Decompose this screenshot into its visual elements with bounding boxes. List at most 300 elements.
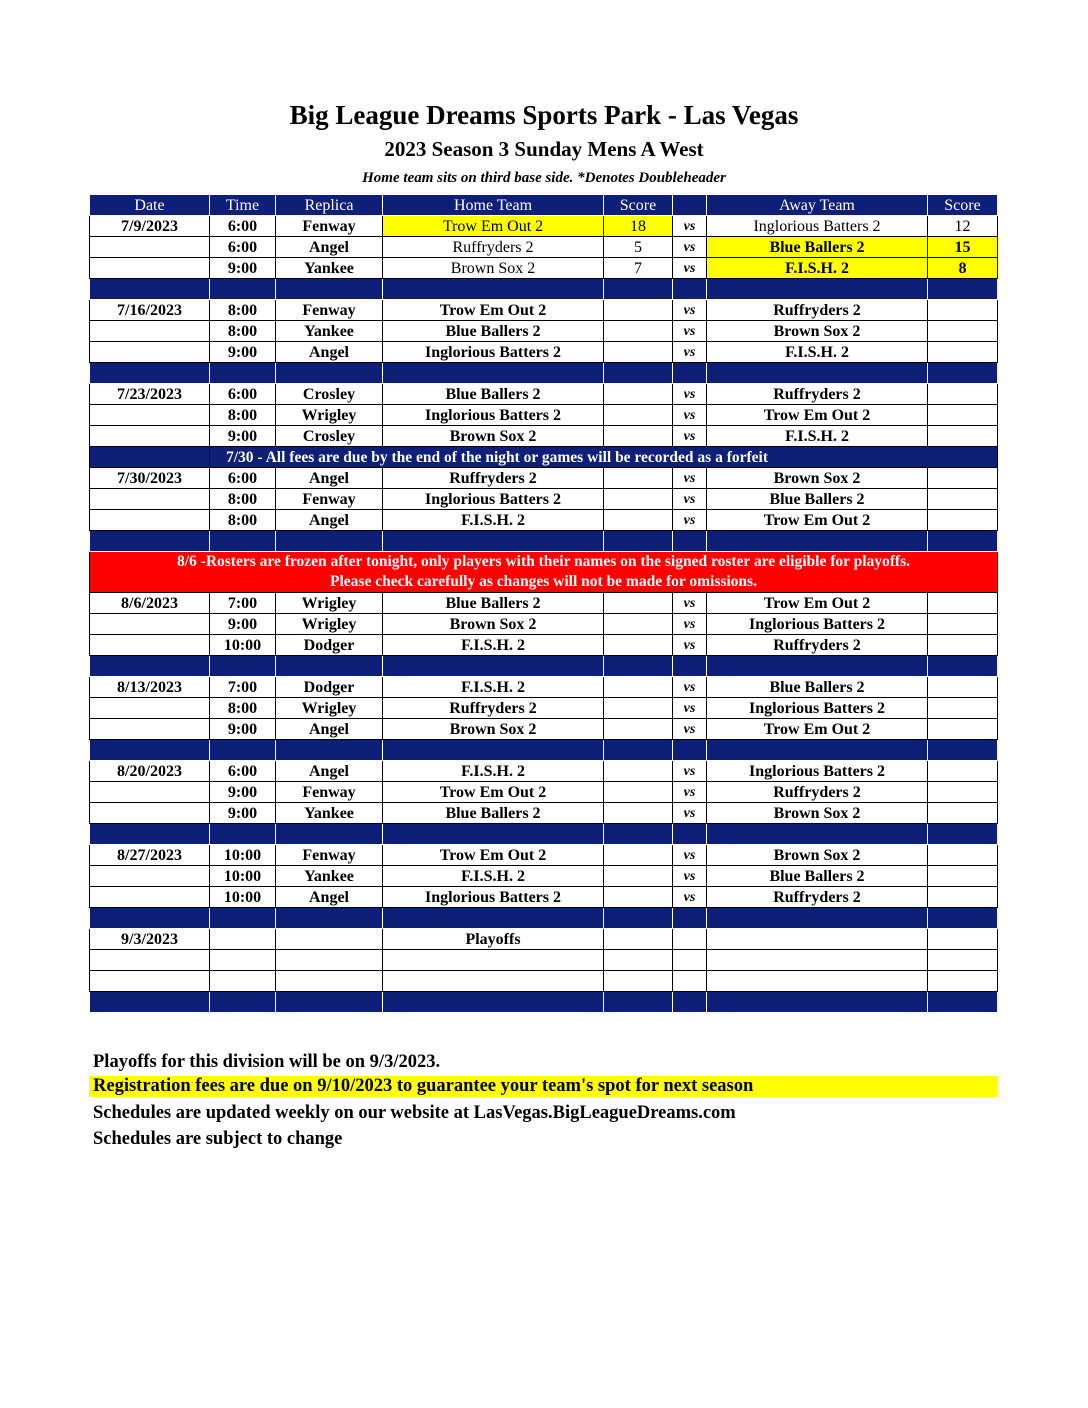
game-date — [90, 426, 210, 447]
vs-label: vs — [673, 866, 707, 887]
footer-registration-note: Registration fees are due on 9/10/2023 to guarantee your team's spot for next season — [89, 1076, 997, 1097]
away-score — [928, 803, 998, 824]
separator-cell — [383, 992, 604, 1013]
separator-cell — [928, 279, 998, 300]
separator-cell — [210, 363, 276, 384]
game-row — [90, 782, 998, 803]
away-score — [928, 510, 998, 531]
col-header-date: Date — [90, 195, 210, 216]
game-date: 8/13/2023 — [90, 677, 210, 698]
away-score — [928, 426, 998, 447]
game-row — [90, 321, 998, 342]
game-row — [90, 405, 998, 426]
schedule-table — [89, 194, 998, 1013]
vs-label: vs — [673, 698, 707, 719]
separator-cell — [928, 740, 998, 761]
game-date — [90, 321, 210, 342]
away-team — [707, 929, 928, 950]
separator-cell — [604, 531, 673, 552]
home-score — [604, 489, 673, 510]
separator-cell — [210, 908, 276, 929]
separator-cell — [928, 908, 998, 929]
away-score — [928, 698, 998, 719]
game-date — [90, 887, 210, 908]
separator-cell — [90, 908, 210, 929]
home-team: Trow Em Out 2 — [383, 300, 604, 321]
away-team: Trow Em Out 2 — [707, 593, 928, 614]
game-date — [90, 510, 210, 531]
away-score: 8 — [928, 258, 998, 279]
separator-cell — [673, 656, 707, 677]
game-time — [210, 950, 276, 971]
game-time: 6:00 — [210, 237, 276, 258]
vs-label: vs — [673, 677, 707, 698]
game-date — [90, 698, 210, 719]
game-replica-field: Angel — [276, 719, 383, 740]
vs-label — [673, 971, 707, 992]
home-team: Ruffryders 2 — [383, 468, 604, 489]
separator-row — [90, 740, 998, 761]
game-replica-field — [276, 950, 383, 971]
away-score — [928, 405, 998, 426]
game-replica-field: Dodger — [276, 635, 383, 656]
home-score — [604, 719, 673, 740]
separator-cell — [928, 656, 998, 677]
home-score — [604, 635, 673, 656]
separator-cell — [928, 992, 998, 1013]
game-row — [90, 468, 998, 489]
away-team: Blue Ballers 2 — [707, 237, 928, 258]
away-team: Ruffryders 2 — [707, 635, 928, 656]
game-time: 9:00 — [210, 614, 276, 635]
game-replica-field: Wrigley — [276, 614, 383, 635]
game-time: 8:00 — [210, 510, 276, 531]
game-date — [90, 614, 210, 635]
separator-cell — [673, 740, 707, 761]
game-time: 9:00 — [210, 782, 276, 803]
vs-label: vs — [673, 761, 707, 782]
away-score — [928, 384, 998, 405]
col-header-time: Time — [210, 195, 276, 216]
home-team: F.I.S.H. 2 — [383, 677, 604, 698]
home-team: Ruffryders 2 — [383, 237, 604, 258]
schedule-note: Home team sits on third base side. *Denotes Doubleheader — [362, 170, 726, 186]
away-score — [928, 677, 998, 698]
home-score — [604, 782, 673, 803]
roster-alert — [90, 552, 998, 593]
game-row — [90, 635, 998, 656]
game-replica-field — [276, 929, 383, 950]
vs-label: vs — [673, 782, 707, 803]
separator-cell — [276, 992, 383, 1013]
home-team: Blue Ballers 2 — [383, 593, 604, 614]
vs-label: vs — [673, 321, 707, 342]
separator-cell — [383, 531, 604, 552]
separator-cell — [90, 740, 210, 761]
separator-cell — [604, 363, 673, 384]
col-header-away-score: Score — [928, 195, 998, 216]
home-score — [604, 510, 673, 531]
separator-cell — [90, 531, 210, 552]
vs-label: vs — [673, 300, 707, 321]
away-team: Brown Sox 2 — [707, 468, 928, 489]
separator-cell — [210, 992, 276, 1013]
home-score — [604, 845, 673, 866]
separator-row — [90, 824, 998, 845]
home-score — [604, 803, 673, 824]
separator-cell — [673, 279, 707, 300]
game-replica-field: Yankee — [276, 321, 383, 342]
home-team: Blue Ballers 2 — [383, 803, 604, 824]
away-team: Inglorious Batters 2 — [707, 698, 928, 719]
footer-change-note: Schedules are subject to change — [93, 1129, 343, 1149]
game-replica-field: Yankee — [276, 803, 383, 824]
home-score — [604, 468, 673, 489]
separator-cell — [90, 992, 210, 1013]
game-date: 8/27/2023 — [90, 845, 210, 866]
home-team: F.I.S.H. 2 — [383, 510, 604, 531]
col-header-vs — [673, 195, 707, 216]
vs-label: vs — [673, 405, 707, 426]
separator-cell — [673, 824, 707, 845]
separator-cell — [210, 824, 276, 845]
separator-cell — [707, 531, 928, 552]
game-time: 10:00 — [210, 635, 276, 656]
game-time: 9:00 — [210, 258, 276, 279]
away-score — [928, 950, 998, 971]
game-row — [90, 761, 998, 782]
game-replica-field: Dodger — [276, 677, 383, 698]
separator-cell — [276, 908, 383, 929]
home-team: F.I.S.H. 2 — [383, 761, 604, 782]
vs-label: vs — [673, 489, 707, 510]
separator-row — [90, 531, 998, 552]
separator-cell — [90, 824, 210, 845]
vs-label: vs — [673, 258, 707, 279]
home-team: F.I.S.H. 2 — [383, 635, 604, 656]
away-team: F.I.S.H. 2 — [707, 426, 928, 447]
game-date — [90, 950, 210, 971]
away-team: Inglorious Batters 2 — [707, 216, 928, 237]
game-replica-field: Angel — [276, 510, 383, 531]
fee-notice-text: 7/30 - All fees are due by the end of the night or games will be recorded as a forfeit — [210, 447, 998, 468]
game-time: 6:00 — [210, 761, 276, 782]
game-date: 7/9/2023 — [90, 216, 210, 237]
game-replica-field: Wrigley — [276, 593, 383, 614]
game-date: 8/6/2023 — [90, 593, 210, 614]
footer-playoffs-note: Playoffs for this division will be on 9/3/2023. — [93, 1052, 441, 1072]
home-score — [604, 971, 673, 992]
vs-label: vs — [673, 426, 707, 447]
col-header-replica: Replica — [276, 195, 383, 216]
home-score — [604, 405, 673, 426]
home-score — [604, 950, 673, 971]
col-header-home-team: Home Team — [383, 195, 604, 216]
game-row — [90, 258, 998, 279]
game-time: 7:00 — [210, 593, 276, 614]
vs-label: vs — [673, 593, 707, 614]
header-row — [90, 195, 998, 216]
separator-row — [90, 908, 998, 929]
separator-cell — [383, 363, 604, 384]
away-team: F.I.S.H. 2 — [707, 258, 928, 279]
game-date: 7/30/2023 — [90, 468, 210, 489]
home-team — [383, 950, 604, 971]
game-row — [90, 866, 998, 887]
game-time: 8:00 — [210, 405, 276, 426]
home-team: Brown Sox 2 — [383, 258, 604, 279]
game-replica-field — [276, 971, 383, 992]
vs-label: vs — [673, 803, 707, 824]
game-time: 9:00 — [210, 426, 276, 447]
away-team: F.I.S.H. 2 — [707, 342, 928, 363]
home-score — [604, 300, 673, 321]
away-score — [928, 468, 998, 489]
separator-cell — [90, 279, 210, 300]
separator-cell — [276, 740, 383, 761]
game-row — [90, 489, 998, 510]
game-replica-field: Angel — [276, 342, 383, 363]
home-score — [604, 593, 673, 614]
game-time: 8:00 — [210, 300, 276, 321]
game-row — [90, 698, 998, 719]
separator-cell — [673, 992, 707, 1013]
separator-cell — [604, 740, 673, 761]
game-date — [90, 803, 210, 824]
separator-cell — [928, 363, 998, 384]
vs-label: vs — [673, 342, 707, 363]
away-team: Ruffryders 2 — [707, 300, 928, 321]
separator-cell — [707, 908, 928, 929]
home-team: Brown Sox 2 — [383, 426, 604, 447]
game-row — [90, 677, 998, 698]
home-score — [604, 614, 673, 635]
away-team: Brown Sox 2 — [707, 845, 928, 866]
game-row — [90, 971, 998, 992]
vs-label: vs — [673, 635, 707, 656]
game-date — [90, 782, 210, 803]
away-score: 15 — [928, 237, 998, 258]
game-replica-field: Fenway — [276, 300, 383, 321]
game-date — [90, 237, 210, 258]
separator-cell — [276, 363, 383, 384]
home-team: Ruffryders 2 — [383, 698, 604, 719]
away-team: Inglorious Batters 2 — [707, 614, 928, 635]
separator-cell — [210, 531, 276, 552]
separator-cell — [383, 656, 604, 677]
home-team: Trow Em Out 2 — [383, 782, 604, 803]
vs-label — [673, 950, 707, 971]
game-replica-field: Fenway — [276, 845, 383, 866]
separator-cell — [604, 992, 673, 1013]
game-date — [90, 866, 210, 887]
home-team: F.I.S.H. 2 — [383, 866, 604, 887]
separator-cell — [604, 279, 673, 300]
away-team: Blue Ballers 2 — [707, 677, 928, 698]
away-team: Trow Em Out 2 — [707, 405, 928, 426]
roster-alert-line2: Please check carefully as changes will not be made for omissions. — [330, 573, 757, 590]
vs-label — [673, 929, 707, 950]
game-replica-field: Fenway — [276, 489, 383, 510]
home-score — [604, 384, 673, 405]
game-row — [90, 237, 998, 258]
away-score — [928, 971, 998, 992]
away-team — [707, 950, 928, 971]
game-time: 9:00 — [210, 342, 276, 363]
game-time: 10:00 — [210, 845, 276, 866]
home-score — [604, 342, 673, 363]
vs-label: vs — [673, 614, 707, 635]
game-time: 8:00 — [210, 489, 276, 510]
game-replica-field: Fenway — [276, 782, 383, 803]
separator-cell — [383, 824, 604, 845]
away-team — [707, 971, 928, 992]
home-score: 18 — [604, 216, 673, 237]
game-row — [90, 845, 998, 866]
game-replica-field: Yankee — [276, 258, 383, 279]
away-score — [928, 929, 998, 950]
game-date — [90, 489, 210, 510]
separator-cell — [707, 279, 928, 300]
away-team: Brown Sox 2 — [707, 321, 928, 342]
separator-cell — [276, 824, 383, 845]
away-team: Trow Em Out 2 — [707, 510, 928, 531]
separator-cell — [90, 363, 210, 384]
game-time: 10:00 — [210, 866, 276, 887]
roster-alert-line1: 8/6 -Rosters are frozen after tonight, only players with their names on the signed roster are eligible for playoffs. — [176, 553, 911, 570]
game-date — [90, 405, 210, 426]
home-score: 7 — [604, 258, 673, 279]
home-team: Inglorious Batters 2 — [383, 342, 604, 363]
home-team: Inglorious Batters 2 — [383, 489, 604, 510]
game-replica-field: Angel — [276, 887, 383, 908]
away-team: Ruffryders 2 — [707, 384, 928, 405]
game-date: 7/23/2023 — [90, 384, 210, 405]
home-score: 5 — [604, 237, 673, 258]
game-row — [90, 510, 998, 531]
separator-cell — [673, 363, 707, 384]
col-header-home-score: Score — [604, 195, 673, 216]
home-team: Inglorious Batters 2 — [383, 887, 604, 908]
away-team: Inglorious Batters 2 — [707, 761, 928, 782]
separator-row — [90, 363, 998, 384]
home-team — [383, 971, 604, 992]
away-team: Brown Sox 2 — [707, 803, 928, 824]
home-score — [604, 887, 673, 908]
game-date: 7/16/2023 — [90, 300, 210, 321]
game-time — [210, 971, 276, 992]
home-score — [604, 929, 673, 950]
home-score — [604, 866, 673, 887]
col-header-away-team: Away Team — [707, 195, 928, 216]
away-team: Blue Ballers 2 — [707, 489, 928, 510]
home-team: Trow Em Out 2 — [383, 216, 604, 237]
game-replica-field: Angel — [276, 237, 383, 258]
vs-label: vs — [673, 510, 707, 531]
footer-website-note: Schedules are updated weekly on our website at LasVegas.BigLeagueDreams.com — [93, 1103, 736, 1123]
separator-cell — [276, 656, 383, 677]
game-row — [90, 216, 998, 237]
game-replica-field: Yankee — [276, 866, 383, 887]
game-time: 7:00 — [210, 677, 276, 698]
home-score — [604, 321, 673, 342]
home-score — [604, 698, 673, 719]
away-score — [928, 593, 998, 614]
away-team: Trow Em Out 2 — [707, 719, 928, 740]
separator-cell — [210, 279, 276, 300]
separator-cell — [90, 656, 210, 677]
game-row — [90, 719, 998, 740]
game-replica-field: Crosley — [276, 384, 383, 405]
away-score — [928, 614, 998, 635]
away-team: Blue Ballers 2 — [707, 866, 928, 887]
game-time — [210, 929, 276, 950]
game-time: 8:00 — [210, 698, 276, 719]
game-row — [90, 803, 998, 824]
roster-alert-row — [90, 552, 998, 593]
separator-cell — [276, 279, 383, 300]
away-score — [928, 761, 998, 782]
away-team: Ruffryders 2 — [707, 887, 928, 908]
separator-cell — [276, 531, 383, 552]
game-time: 9:00 — [210, 719, 276, 740]
game-date — [90, 635, 210, 656]
game-replica-field: Wrigley — [276, 405, 383, 426]
separator-cell — [707, 740, 928, 761]
away-score — [928, 342, 998, 363]
game-time: 6:00 — [210, 384, 276, 405]
game-replica-field: Fenway — [276, 216, 383, 237]
separator-row — [90, 279, 998, 300]
separator-cell — [928, 824, 998, 845]
away-score: 12 — [928, 216, 998, 237]
vs-label: vs — [673, 468, 707, 489]
game-row — [90, 384, 998, 405]
game-row — [90, 929, 998, 950]
separator-cell — [673, 531, 707, 552]
game-row — [90, 593, 998, 614]
game-row — [90, 342, 998, 363]
vs-label: vs — [673, 216, 707, 237]
game-replica-field: Angel — [276, 761, 383, 782]
game-time: 10:00 — [210, 887, 276, 908]
vs-label: vs — [673, 845, 707, 866]
page-title: Big League Dreams Sports Park - Las Vegas — [289, 100, 799, 130]
home-team: Inglorious Batters 2 — [383, 405, 604, 426]
game-row — [90, 614, 998, 635]
away-team: Ruffryders 2 — [707, 782, 928, 803]
game-time: 6:00 — [210, 468, 276, 489]
away-score — [928, 635, 998, 656]
game-row — [90, 950, 998, 971]
game-row — [90, 426, 998, 447]
game-row — [90, 887, 998, 908]
game-time: 6:00 — [210, 216, 276, 237]
away-score — [928, 719, 998, 740]
separator-row — [90, 992, 998, 1013]
separator-row — [90, 656, 998, 677]
separator-cell — [707, 992, 928, 1013]
home-team: Blue Ballers 2 — [383, 321, 604, 342]
separator-cell — [383, 279, 604, 300]
home-team: Blue Ballers 2 — [383, 384, 604, 405]
home-team: Brown Sox 2 — [383, 719, 604, 740]
separator-cell — [210, 740, 276, 761]
game-time: 9:00 — [210, 803, 276, 824]
page-subtitle: 2023 Season 3 Sunday Mens A West — [384, 137, 704, 161]
game-row — [90, 300, 998, 321]
game-date — [90, 719, 210, 740]
